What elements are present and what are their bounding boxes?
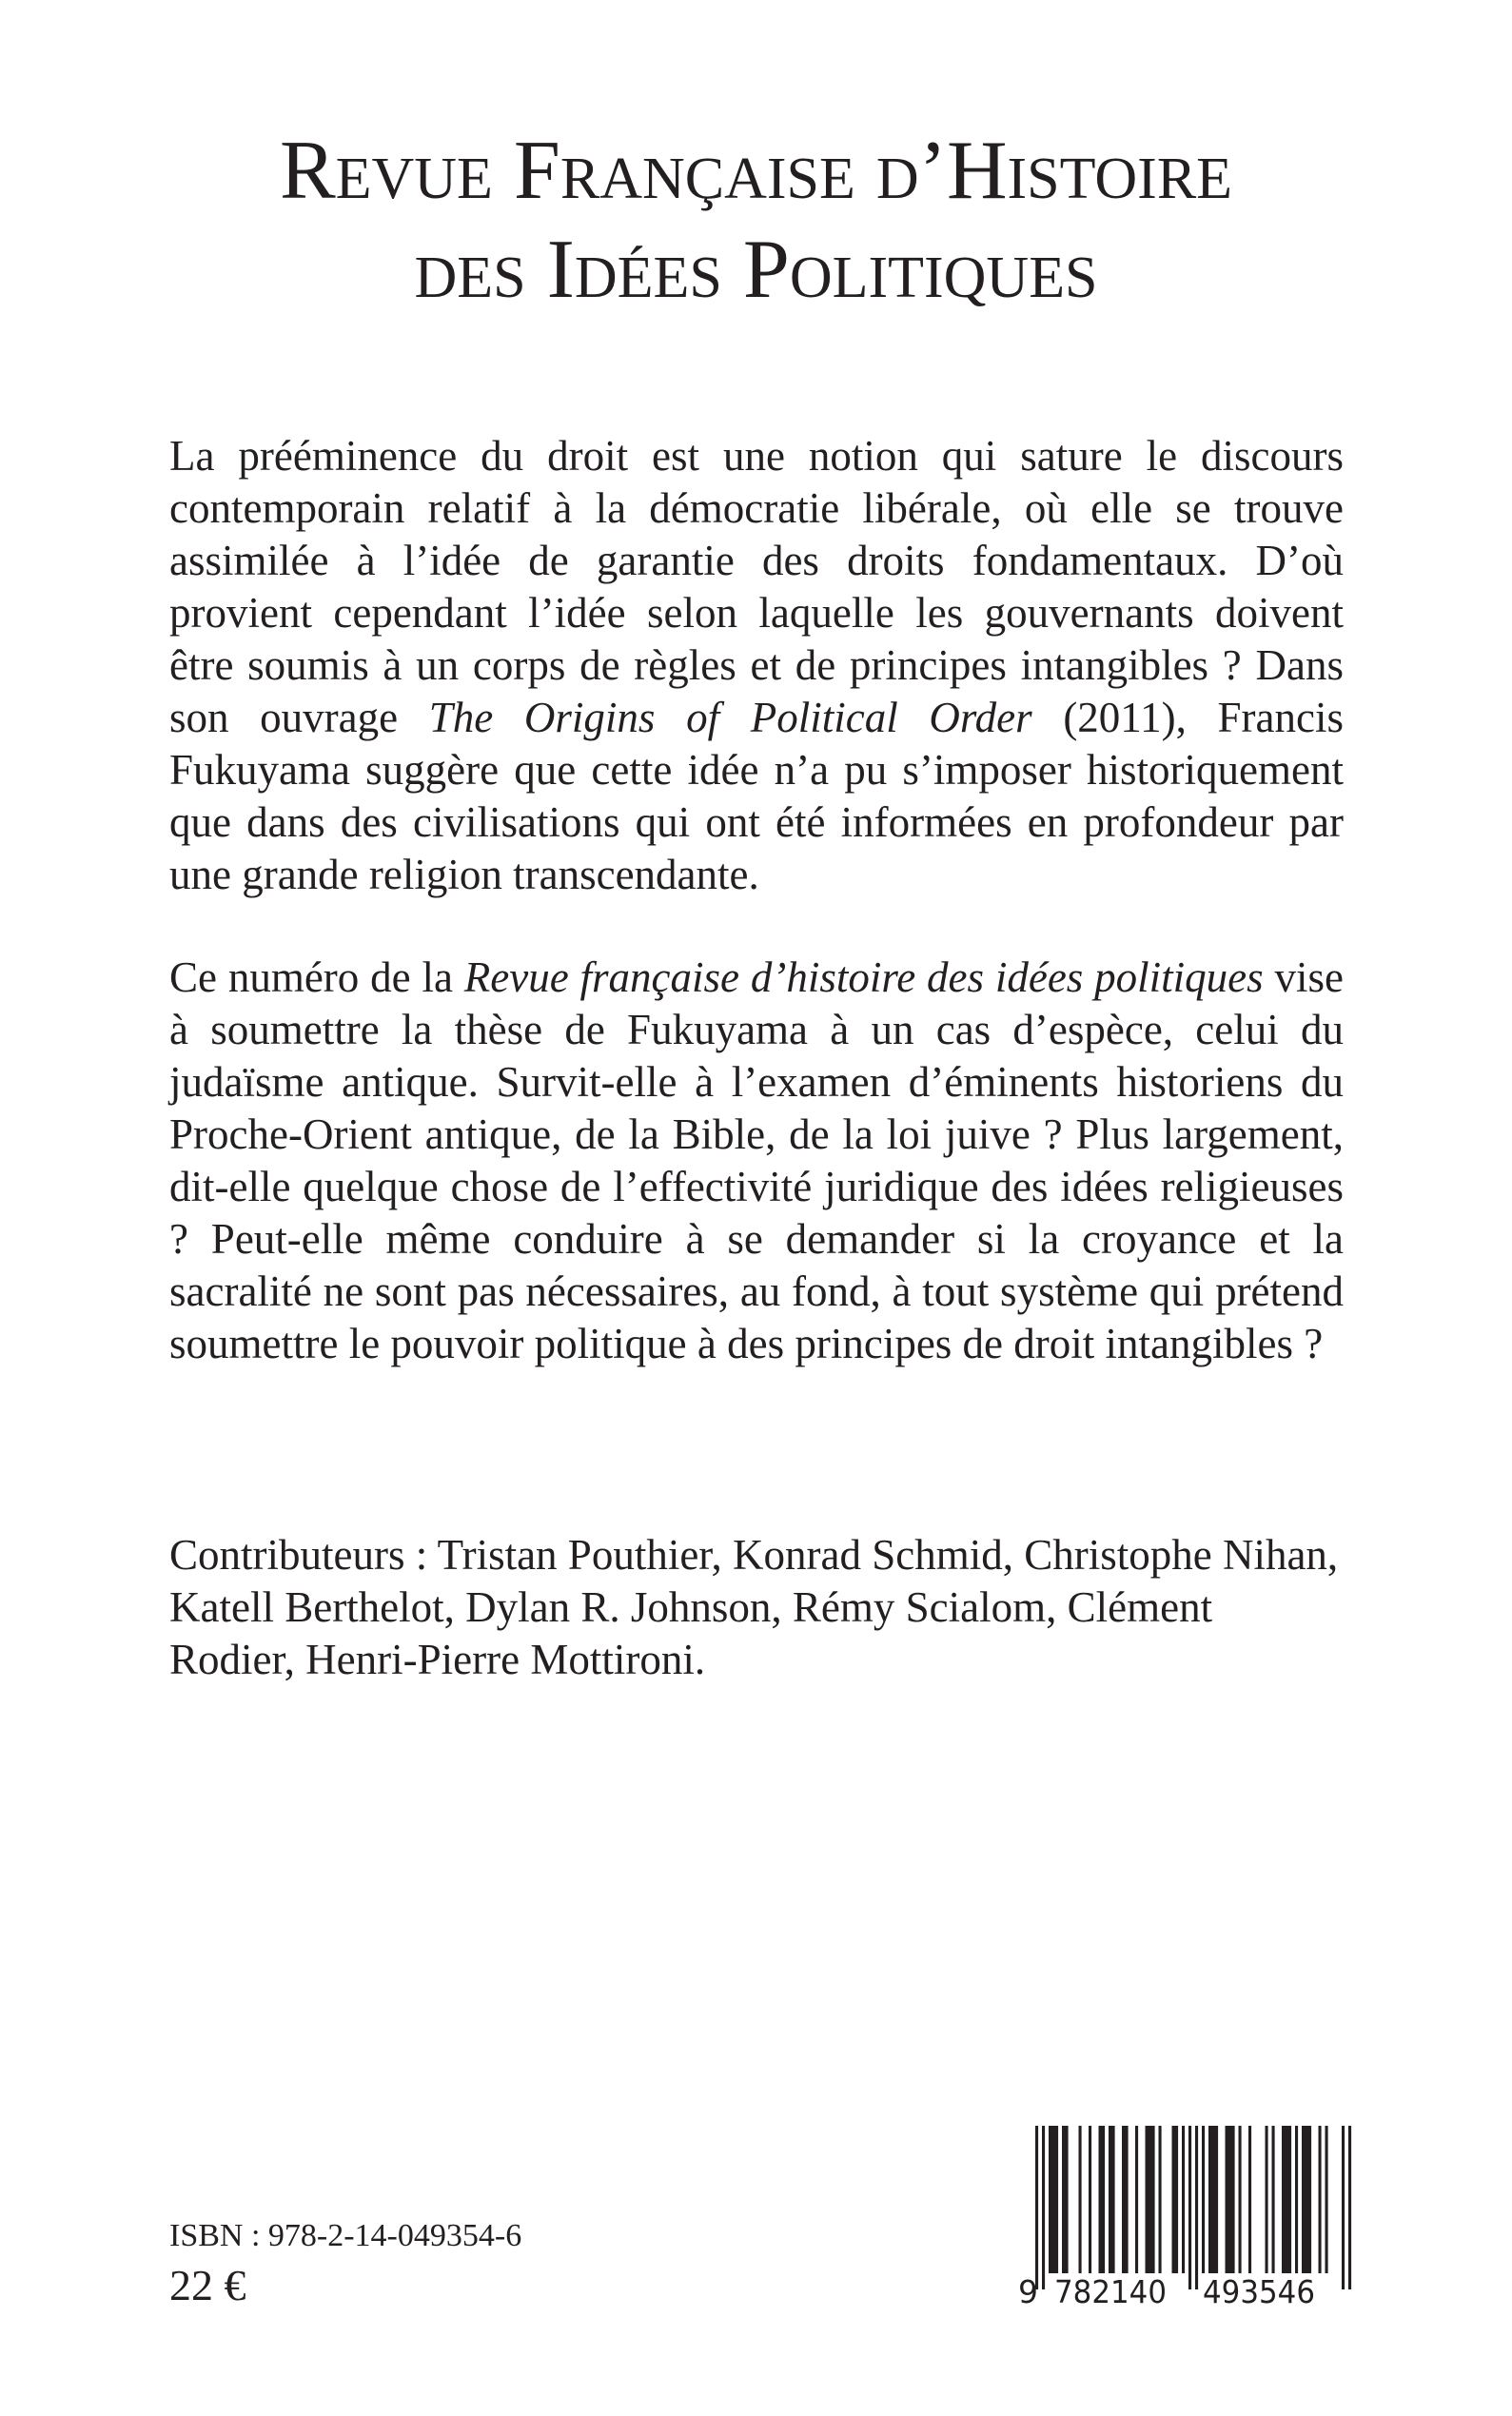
description-paragraph-1	[169, 430, 1344, 901]
paragraph-2-text-continued: vise à soumettre la thèse de Fukuyama à un cas d’espèce, celui du judaïsme antique. Survit-elle à l’examen d’éminents historiens du Proche-Orient antique, de la Bible, de la loi juive ? Plus largement, dit-elle quelque chose de l’effectivité juridique des idées religieuses ? Peut-elle même conduire à se demander si la croyance et la sacralité ne sont pas nécessaires, au fond, à tout système qui prétend soumettre le pouvoir politique à des principes de droit intangibles ?	[169, 953, 1344, 1367]
contributors-names: Tristan Pouthier, Konrad Schmid, Christophe Nihan, Katell Berthelot, Dylan R. Johnson, Rémy Scialom, Clément Rodier, Henri-Pierre Mottironi.	[169, 1531, 1339, 1683]
isbn-barcode	[1012, 2122, 1355, 2312]
barcode-digit-lead: 9	[1018, 2273, 1038, 2310]
journal-title	[0, 122, 1512, 320]
contributors-list	[169, 1529, 1344, 1686]
paragraph-2-text: Ce numéro de la	[169, 953, 464, 1001]
paragraph-1-text-continued: (2011), Francis Fukuyama suggère que cette idée n’a pu s’imposer historiquement que dans des civilisations qui ont été informées en profondeur par une grande religion transcendante.	[169, 694, 1344, 898]
price-label: 22 €	[169, 2261, 246, 2309]
book-title-italic: The Origins of Political Order	[428, 694, 1032, 741]
barcode-digits-right: 493546	[1203, 2273, 1315, 2310]
barcode-digits-left: 782140	[1054, 2273, 1167, 2310]
contributors-label: Contributeurs :	[169, 1531, 438, 1579]
paragraph-1-text: La prééminence du droit est une notion qui sature le discours contemporain relatif à la démocratie libérale, où elle se trouve assimilée à l’idée de garantie des droits fondamentaux. D’où provient cependant l’idée selon laquelle les gouvernants doivent être soumis à un corps de règles et de principes intangibles ? Dans son ouvrage	[169, 432, 1344, 741]
journal-name-italic: Revue française d’histoire des idées politiques	[463, 953, 1264, 1001]
barcode-icon	[1012, 2122, 1355, 2312]
description-paragraph-2	[169, 952, 1344, 1370]
isbn-label: ISBN : 978-2-14-049354-6	[169, 2218, 522, 2253]
journal-title-line-2: des Idées Politiques	[414, 224, 1098, 316]
journal-title-line-1: Revue Française d’Histoire	[279, 125, 1233, 217]
